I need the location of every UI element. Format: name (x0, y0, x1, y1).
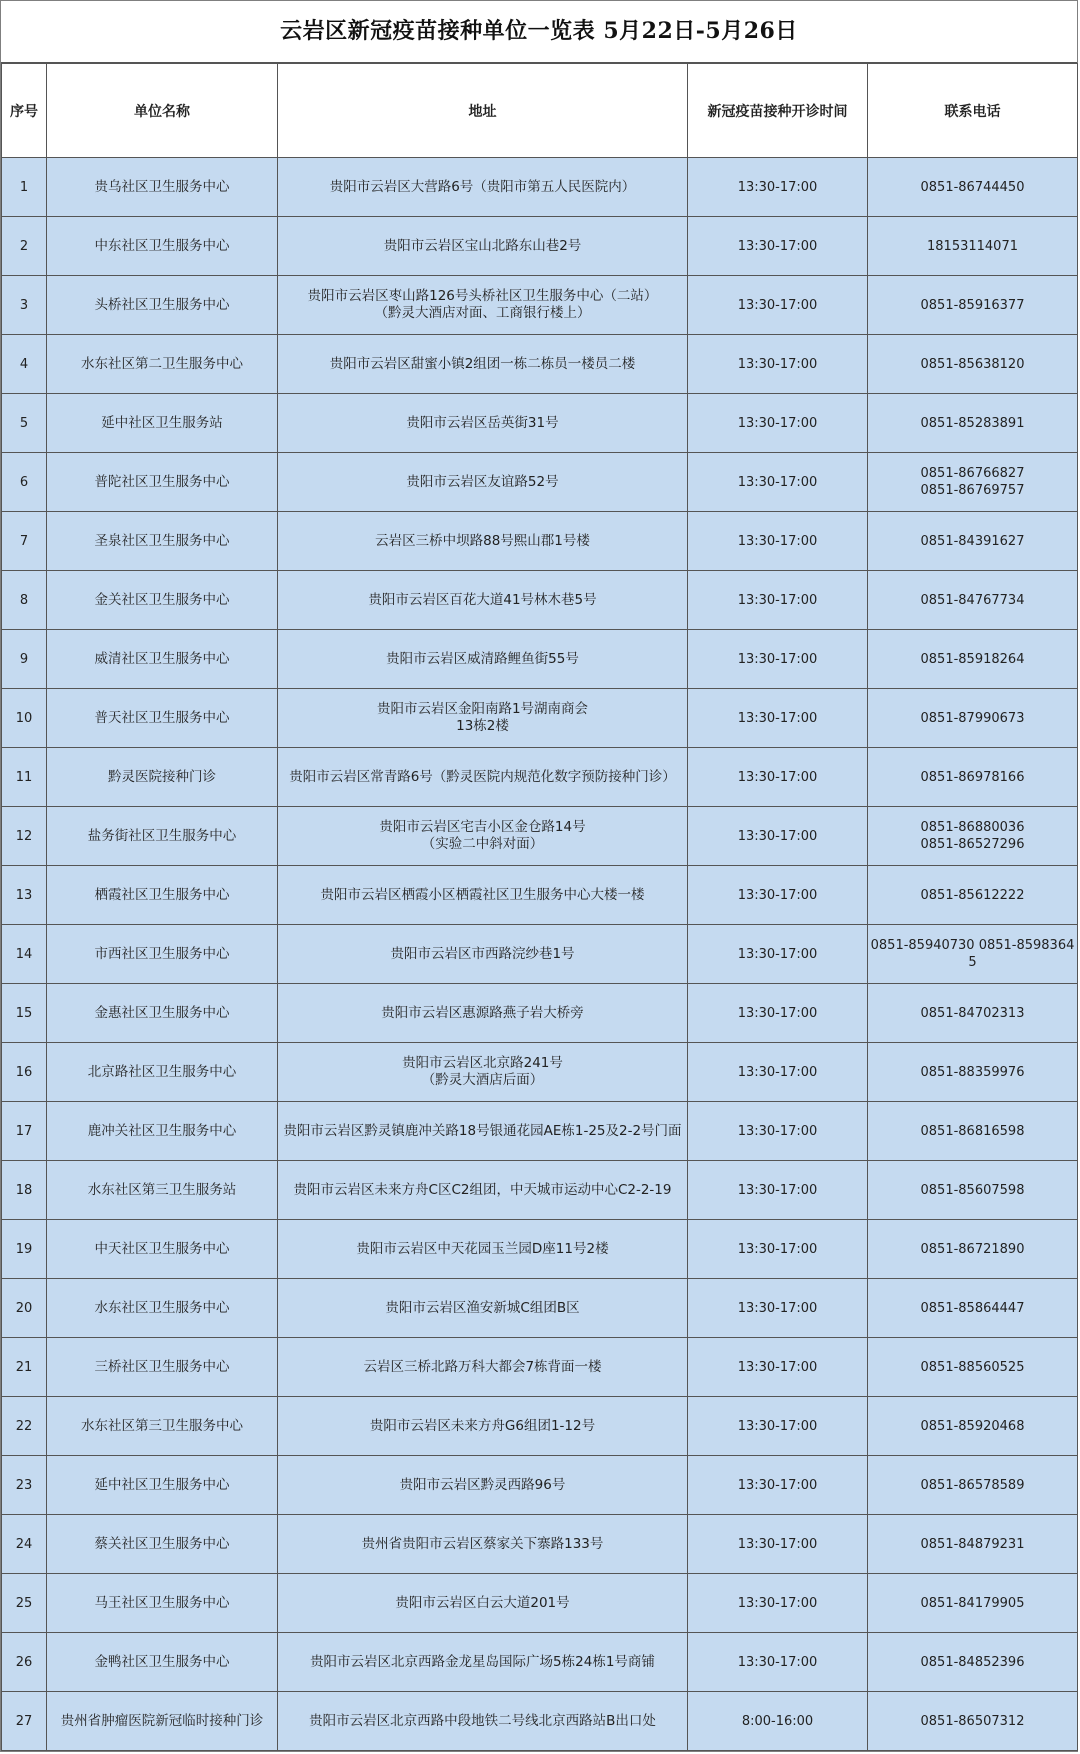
cell-phone: 0851-84767734 (868, 571, 1078, 630)
cell-time: 13:30-17:00 (688, 512, 868, 571)
cell-phone: 0851-86507312 (868, 1692, 1078, 1751)
cell-phone: 0851-88359976 (868, 1043, 1078, 1102)
table-row (2, 217, 1078, 276)
cell-phone: 18153114071 (868, 217, 1078, 276)
cell-address: 贵阳市云岩区北京路241号 （黔灵大酒店后面） (278, 1043, 688, 1102)
table-row (2, 1456, 1078, 1515)
cell-time: 13:30-17:00 (688, 630, 868, 689)
cell-phone: 0851-84391627 (868, 512, 1078, 571)
table-row (2, 335, 1078, 394)
cell-unit-name: 蔡关社区卫生服务中心 (47, 1515, 278, 1574)
cell-unit-name: 盐务街社区卫生服务中心 (47, 807, 278, 866)
cell-address: 贵阳市云岩区渔安新城C组团B区 (278, 1279, 688, 1338)
header-address: 地址 (278, 64, 688, 158)
table-row (2, 1633, 1078, 1692)
cell-phone: 0851-85918264 (868, 630, 1078, 689)
cell-address: 贵阳市云岩区金阳南路1号湖南商会 13栋2楼 (278, 689, 688, 748)
cell-address: 贵阳市云岩区大营路6号（贵阳市第五人民医院内） (278, 158, 688, 217)
table-row (2, 1043, 1078, 1102)
cell-index: 24 (2, 1515, 47, 1574)
table-row (2, 571, 1078, 630)
cell-unit-name: 延中社区卫生服务站 (47, 394, 278, 453)
cell-address: 贵阳市云岩区黔灵西路96号 (278, 1456, 688, 1515)
cell-address: 贵阳市云岩区宝山北路东山巷2号 (278, 217, 688, 276)
cell-index: 2 (2, 217, 47, 276)
cell-phone: 0851-85916377 (868, 276, 1078, 335)
cell-time: 13:30-17:00 (688, 807, 868, 866)
cell-unit-name: 水东社区第二卫生服务中心 (47, 335, 278, 394)
table-row (2, 1161, 1078, 1220)
cell-unit-name: 三桥社区卫生服务中心 (47, 1338, 278, 1397)
cell-time: 13:30-17:00 (688, 748, 868, 807)
cell-time: 13:30-17:00 (688, 571, 868, 630)
cell-address: 云岩区三桥北路万科大都会7栋背面一楼 (278, 1338, 688, 1397)
cell-index: 7 (2, 512, 47, 571)
cell-unit-name: 水东社区卫生服务中心 (47, 1279, 278, 1338)
cell-time: 13:30-17:00 (688, 276, 868, 335)
cell-time: 13:30-17:00 (688, 866, 868, 925)
cell-index: 12 (2, 807, 47, 866)
cell-index: 4 (2, 335, 47, 394)
cell-time: 13:30-17:00 (688, 1279, 868, 1338)
cell-time: 13:30-17:00 (688, 689, 868, 748)
cell-phone: 0851-86721890 (868, 1220, 1078, 1279)
cell-unit-name: 黔灵医院接种门诊 (47, 748, 278, 807)
cell-index: 5 (2, 394, 47, 453)
cell-address: 贵阳市云岩区百花大道41号林木巷5号 (278, 571, 688, 630)
cell-unit-name: 延中社区卫生服务中心 (47, 1456, 278, 1515)
cell-time: 13:30-17:00 (688, 984, 868, 1043)
cell-unit-name: 市西社区卫生服务中心 (47, 925, 278, 984)
cell-index: 20 (2, 1279, 47, 1338)
cell-unit-name: 贵州省肿瘤医院新冠临时接种门诊 (47, 1692, 278, 1751)
cell-address: 贵阳市云岩区中天花园玉兰园D座11号2楼 (278, 1220, 688, 1279)
cell-index: 11 (2, 748, 47, 807)
cell-unit-name: 贵乌社区卫生服务中心 (47, 158, 278, 217)
cell-address: 贵阳市云岩区市西路浣纱巷1号 (278, 925, 688, 984)
cell-phone: 0851-84702313 (868, 984, 1078, 1043)
table-row (2, 1574, 1078, 1633)
cell-address: 贵阳市云岩区岳英街31号 (278, 394, 688, 453)
cell-index: 10 (2, 689, 47, 748)
cell-index: 21 (2, 1338, 47, 1397)
header-name: 单位名称 (47, 64, 278, 158)
cell-phone: 0851-86880036 0851-86527296 (868, 807, 1078, 866)
cell-index: 18 (2, 1161, 47, 1220)
cell-address: 贵阳市云岩区惠源路燕子岩大桥旁 (278, 984, 688, 1043)
cell-address: 贵州省贵阳市云岩区蔡家关下寨路133号 (278, 1515, 688, 1574)
cell-index: 8 (2, 571, 47, 630)
cell-phone: 0851-86744450 (868, 158, 1078, 217)
cell-time: 13:30-17:00 (688, 1338, 868, 1397)
table-row (2, 866, 1078, 925)
cell-time: 13:30-17:00 (688, 217, 868, 276)
table-row (2, 1692, 1078, 1751)
cell-address: 贵阳市云岩区甜蜜小镇2组团一栋二栋员一楼员二楼 (278, 335, 688, 394)
cell-phone: 0851-84179905 (868, 1574, 1078, 1633)
cell-phone: 0851-88560525 (868, 1338, 1078, 1397)
cell-address: 贵阳市云岩区白云大道201号 (278, 1574, 688, 1633)
cell-unit-name: 金惠社区卫生服务中心 (47, 984, 278, 1043)
cell-index: 17 (2, 1102, 47, 1161)
cell-index: 23 (2, 1456, 47, 1515)
cell-time: 13:30-17:00 (688, 1456, 868, 1515)
table-row (2, 807, 1078, 866)
cell-address: 贵阳市云岩区栖霞小区栖霞社区卫生服务中心大楼一楼 (278, 866, 688, 925)
table-row (2, 1220, 1078, 1279)
cell-phone: 0851-85940730 0851-85983645 (868, 925, 1078, 984)
cell-unit-name: 金关社区卫生服务中心 (47, 571, 278, 630)
cell-time: 13:30-17:00 (688, 925, 868, 984)
table-row (2, 1397, 1078, 1456)
cell-unit-name: 威清社区卫生服务中心 (47, 630, 278, 689)
cell-unit-name: 普天社区卫生服务中心 (47, 689, 278, 748)
table-row (2, 1515, 1078, 1574)
cell-index: 19 (2, 1220, 47, 1279)
cell-unit-name: 金鸭社区卫生服务中心 (47, 1633, 278, 1692)
table-row (2, 394, 1078, 453)
cell-unit-name: 圣泉社区卫生服务中心 (47, 512, 278, 571)
cell-unit-name: 水东社区第三卫生服务中心 (47, 1397, 278, 1456)
cell-index: 22 (2, 1397, 47, 1456)
cell-phone: 0851-85638120 (868, 335, 1078, 394)
cell-unit-name: 中东社区卫生服务中心 (47, 217, 278, 276)
cell-time: 13:30-17:00 (688, 1043, 868, 1102)
cell-phone: 0851-85283891 (868, 394, 1078, 453)
cell-time: 13:30-17:00 (688, 394, 868, 453)
cell-address: 贵阳市云岩区北京西路中段地铁二号线北京西路站B出口处 (278, 1692, 688, 1751)
cell-time: 13:30-17:00 (688, 1102, 868, 1161)
table-row (2, 689, 1078, 748)
cell-phone: 0851-84852396 (868, 1633, 1078, 1692)
table-row (2, 1279, 1078, 1338)
cell-unit-name: 马王社区卫生服务中心 (47, 1574, 278, 1633)
cell-index: 3 (2, 276, 47, 335)
cell-address: 贵阳市云岩区友谊路52号 (278, 453, 688, 512)
cell-index: 15 (2, 984, 47, 1043)
table-row (2, 984, 1078, 1043)
table-row (2, 1102, 1078, 1161)
page-title: 云岩区新冠疫苗接种单位一览表 5月22日-5月26日 (1, 1, 1077, 63)
cell-time: 13:30-17:00 (688, 1515, 868, 1574)
header-row (2, 64, 1078, 158)
cell-phone: 0851-85920468 (868, 1397, 1078, 1456)
cell-phone: 0851-85612222 (868, 866, 1078, 925)
table-row (2, 453, 1078, 512)
cell-unit-name: 北京路社区卫生服务中心 (47, 1043, 278, 1102)
cell-address: 云岩区三桥中坝路88号熙山郡1号楼 (278, 512, 688, 571)
table-row (2, 925, 1078, 984)
cell-unit-name: 水东社区第三卫生服务站 (47, 1161, 278, 1220)
cell-time: 13:30-17:00 (688, 453, 868, 512)
cell-address: 贵阳市云岩区未来方舟C区C2组团，中天城市运动中心C2-2-19 (278, 1161, 688, 1220)
cell-phone: 0851-85864447 (868, 1279, 1078, 1338)
cell-unit-name: 普陀社区卫生服务中心 (47, 453, 278, 512)
cell-unit-name: 中天社区卫生服务中心 (47, 1220, 278, 1279)
table-row (2, 1338, 1078, 1397)
cell-address: 贵阳市云岩区宅吉小区金仓路14号 （实验二中斜对面） (278, 807, 688, 866)
cell-index: 14 (2, 925, 47, 984)
cell-index: 6 (2, 453, 47, 512)
cell-address: 贵阳市云岩区常青路6号（黔灵医院内规范化数字预防接种门诊） (278, 748, 688, 807)
table-row (2, 748, 1078, 807)
cell-phone: 0851-87990673 (868, 689, 1078, 748)
vaccination-table (1, 63, 1078, 1751)
cell-index: 13 (2, 866, 47, 925)
cell-unit-name: 栖霞社区卫生服务中心 (47, 866, 278, 925)
cell-address: 贵阳市云岩区威清路鲤鱼街55号 (278, 630, 688, 689)
cell-phone: 0851-85607598 (868, 1161, 1078, 1220)
cell-unit-name: 头桥社区卫生服务中心 (47, 276, 278, 335)
cell-time: 13:30-17:00 (688, 1220, 868, 1279)
table-row (2, 276, 1078, 335)
cell-index: 26 (2, 1633, 47, 1692)
table-row (2, 630, 1078, 689)
cell-phone: 0851-86978166 (868, 748, 1078, 807)
cell-time: 13:30-17:00 (688, 158, 868, 217)
cell-address: 贵阳市云岩区黔灵镇鹿冲关路18号银通花园AE栋1-25及2-2号门面 (278, 1102, 688, 1161)
cell-address: 贵阳市云岩区枣山路126号头桥社区卫生服务中心（二站） （黔灵大酒店对面、工商银行楼上） (278, 276, 688, 335)
table-row (2, 512, 1078, 571)
cell-index: 1 (2, 158, 47, 217)
cell-time: 13:30-17:00 (688, 1397, 868, 1456)
cell-index: 16 (2, 1043, 47, 1102)
cell-time: 13:30-17:00 (688, 1633, 868, 1692)
cell-time: 13:30-17:00 (688, 1574, 868, 1633)
cell-index: 9 (2, 630, 47, 689)
cell-phone: 0851-86578589 (868, 1456, 1078, 1515)
header-index: 序号 (2, 64, 47, 158)
cell-index: 27 (2, 1692, 47, 1751)
cell-address: 贵阳市云岩区北京西路金龙星岛国际广场5栋24栋1号商铺 (278, 1633, 688, 1692)
table-row (2, 158, 1078, 217)
cell-address: 贵阳市云岩区未来方舟G6组团1-12号 (278, 1397, 688, 1456)
cell-time: 13:30-17:00 (688, 1161, 868, 1220)
cell-unit-name: 鹿冲关社区卫生服务中心 (47, 1102, 278, 1161)
cell-phone: 0851-86766827 0851-86769757 (868, 453, 1078, 512)
cell-time: 8:00-16:00 (688, 1692, 868, 1751)
cell-phone: 0851-86816598 (868, 1102, 1078, 1161)
cell-phone: 0851-84879231 (868, 1515, 1078, 1574)
cell-time: 13:30-17:00 (688, 335, 868, 394)
header-time: 新冠疫苗接种开诊时间 (688, 64, 868, 158)
cell-index: 25 (2, 1574, 47, 1633)
header-phone: 联系电话 (868, 64, 1078, 158)
